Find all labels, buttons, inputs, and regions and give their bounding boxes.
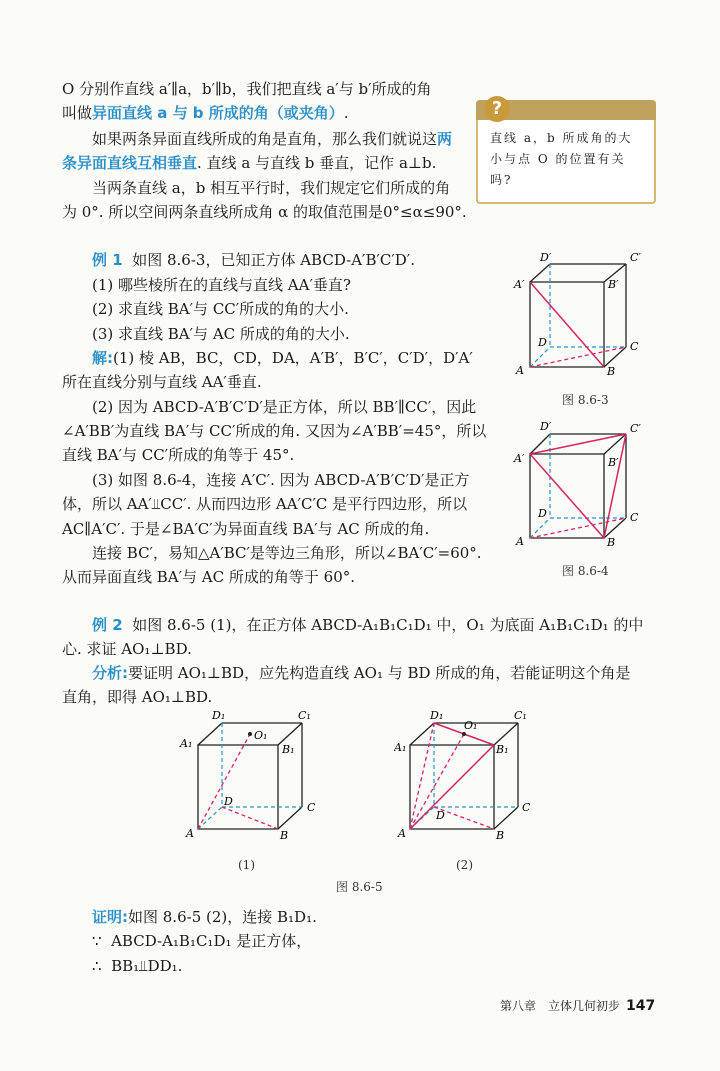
label-A: A [516, 535, 524, 548]
para3-line2: 为 0°. 所以空间两条直线所成角 α 的取值范围是0°≤α≤90°. [62, 203, 467, 221]
label-B1: B₁ [496, 743, 509, 756]
para1-line2-post: . [343, 104, 349, 122]
edge-B1C1 [278, 723, 302, 745]
ex1-label: 例 1 [92, 251, 123, 269]
label-Ap: A′ [514, 278, 525, 291]
ex1-s5: 直线 BA′与 CC′所成的角等于 45°. [62, 446, 295, 464]
ex1-statement: 如图 8.6-3，已知正方体 ABCD-A′B′C′D′. [132, 251, 415, 269]
question-mark-icon: ? [484, 96, 510, 122]
ex1-s2: 所在直线分别与直线 AA′垂直. [62, 373, 262, 391]
edge-A1D1 [410, 723, 434, 745]
ex1-s6: (3) 如图 8.6-4，连接 A′C′. 因为 ABCD-A′B′C′D′是正方 [92, 471, 470, 489]
figure-8-6-5-caption: 图 8.6-5 [336, 880, 383, 894]
edge-ApDp [530, 264, 550, 282]
segment-ApB [530, 454, 604, 538]
ex1-s3: (2) 因为 ABCD-A′B′C′D′是正方体，所以 BB′∥CC′，因此 [92, 398, 477, 416]
label-A: A [398, 827, 406, 840]
segment-BCp [604, 434, 626, 538]
label-B: B [496, 829, 505, 842]
label-C: C [630, 340, 639, 353]
label-A1: A₁ [394, 741, 407, 754]
ex1-s1: (1) 棱 AB，BC，CD，DA，A′B′，B′C′，C′D′，D′A′ [113, 349, 473, 367]
para2-line2-post: . 直线 a 与直线 b 垂直，记作 a⊥b. [197, 154, 437, 172]
page-number: 147 [626, 998, 656, 1014]
dashed-AD1 [410, 723, 434, 829]
ex2-analysis-label: 分析: [92, 664, 128, 682]
label-D: D [224, 795, 233, 808]
dashed-BD [222, 807, 278, 829]
label-B: B [280, 829, 289, 842]
para2-line1-pre: 如果两条异面直线所成的角是直角，那么我们就说这 [92, 130, 438, 148]
side-question-text: 直线 a，b 所成角的大小与点 O 的位置有关吗? [490, 131, 633, 187]
figure-8-6-5-2 [394, 705, 554, 845]
ex2-a1: 要证明 AO₁⊥BD，应先构造直线 AO₁ 与 BD 所成的角，若能证明这个角是 [128, 664, 631, 682]
ex2-label: 例 2 [92, 616, 123, 634]
cube-front-face [198, 745, 278, 829]
label-C1: C₁ [514, 709, 527, 722]
point-O1 [248, 732, 252, 736]
label-Dp: D′ [540, 251, 552, 264]
ex2-analysis-line1 [92, 662, 630, 684]
segment-ApB [530, 282, 604, 367]
point-O1 [462, 732, 466, 736]
because-symbol: ∵ [92, 932, 102, 950]
edge-BC [494, 807, 518, 829]
proof-line3 [92, 955, 182, 977]
figure-8-6-4 [508, 418, 658, 548]
ex1-sol-line1 [92, 347, 473, 369]
label-C: C [522, 801, 531, 814]
edge-BC [604, 347, 626, 367]
ex1-q3: (3) 求直线 BA′与 AC 所成的角的大小. [92, 325, 350, 343]
ex1-s4: ∠A′BB′为直线 BA′与 CC′所成的角. 又因为∠A′BB′=45°，所以 [62, 422, 487, 440]
segment-AB1 [410, 745, 494, 829]
label-Cp: C′ [630, 251, 641, 264]
label-Dp: D′ [540, 420, 552, 433]
ex1-q2: (2) 求直线 BA′与 CC′所成的角的大小. [92, 300, 349, 318]
proof-line2 [92, 930, 311, 952]
label-B: B [607, 365, 616, 378]
edge-A1D1 [198, 723, 222, 745]
proof-line1 [92, 906, 317, 928]
figure-8-6-4-caption: 图 8.6-4 [562, 564, 609, 578]
proof-l3: BB₁⫫DD₁. [111, 957, 183, 975]
ex2-statement: 如图 8.6-5 (1)，在正方体 ABCD-A₁B₁C₁D₁ 中，O₁ 为底面 A₁B₁C₁D₁ 的中 [132, 616, 644, 634]
label-A1: A₁ [180, 737, 193, 750]
para1-line2 [62, 102, 349, 124]
ex1-s9: 连接 BC′，易知△A′BC′是等边三角形，所以∠BA′C′=60°. [92, 544, 482, 562]
label-C: C [630, 511, 639, 524]
page-footer [500, 997, 655, 1014]
chapter-title: 第八章 立体几何初步 [500, 999, 621, 1013]
label-B1: B₁ [282, 743, 295, 756]
label-C: C [307, 801, 316, 814]
ex1-q1: (1) 哪些棱所在的直线与直线 AA′垂直? [92, 276, 351, 294]
label-D: D [538, 336, 547, 349]
side-question-box [476, 100, 656, 204]
edge-BC [278, 807, 302, 829]
para2-line2 [62, 152, 436, 174]
dashed-AC [530, 347, 626, 367]
proof-label: 证明: [92, 908, 128, 926]
label-D: D [538, 507, 547, 520]
dashed-AC [530, 518, 626, 538]
proof-l2: ABCD-A₁B₁C₁D₁ 是正方体， [111, 932, 312, 950]
label-Bp: B′ [608, 456, 619, 469]
para1-line1: O 分别作直线 a′∥a，b′∥b，我们把直线 a′与 b′所成的角 [62, 80, 432, 98]
label-B: B [607, 536, 616, 548]
figure-8-6-3 [508, 250, 658, 378]
ex2-line1 [92, 614, 643, 636]
therefore-symbol: ∴ [92, 957, 102, 975]
label-D: D [436, 809, 445, 822]
label-A: A [186, 827, 194, 840]
label-A: A [516, 364, 524, 377]
term-skew-angle: 异面直线 a 与 b 所成的角（或夹角） [92, 104, 344, 122]
ex1-s10: 从而异面直线 BA′与 AC 所成的角等于 60°. [62, 568, 355, 586]
term-perpendicular-part2: 条异面直线互相垂直 [62, 154, 198, 172]
hidden-edge-AD [198, 807, 222, 829]
para2-line1 [92, 128, 452, 150]
term-perpendicular-part1: 两 [437, 130, 453, 148]
figure-8-6-5-sub1: (1) [238, 858, 255, 872]
ex2-line2: 心. 求证 AO₁⊥BD. [62, 640, 192, 658]
ex2-a2: 直角，即得 AO₁⊥BD. [62, 688, 213, 706]
label-Cp: C′ [630, 422, 641, 435]
ex1-solution-label: 解: [92, 349, 113, 367]
figure-8-6-5-1 [172, 705, 332, 845]
ex1-s8: AC∥A′C′. 于是∠BA′C′为异面直线 BA′与 AC 所成的角. [62, 520, 430, 538]
para1-line2-pre: 叫做 [62, 104, 93, 122]
figure-8-6-5-sub2: (2) [456, 858, 473, 872]
label-O1: O₁ [464, 719, 478, 732]
label-D1: D₁ [430, 709, 444, 722]
para3-line1: 当两条直线 a，b 相互平行时，我们规定它们所成的角 [92, 179, 451, 197]
label-Bp: B′ [608, 278, 619, 291]
label-C1: C₁ [298, 709, 311, 722]
ex1-line1 [92, 249, 415, 271]
proof-l1: 如图 8.6-5 (2)，连接 B₁D₁. [128, 908, 317, 926]
label-D1: D₁ [212, 709, 226, 722]
label-O1: O₁ [254, 729, 268, 742]
label-Ap: A′ [514, 452, 525, 465]
segment-ApCp [530, 434, 626, 454]
figure-8-6-3-caption: 图 8.6-3 [562, 393, 609, 407]
ex1-s7: 体，所以 AA′⫫CC′. 从而四边形 AA′C′C 是平行四边形，所以 [62, 495, 468, 513]
edge-B1C1 [494, 723, 518, 745]
